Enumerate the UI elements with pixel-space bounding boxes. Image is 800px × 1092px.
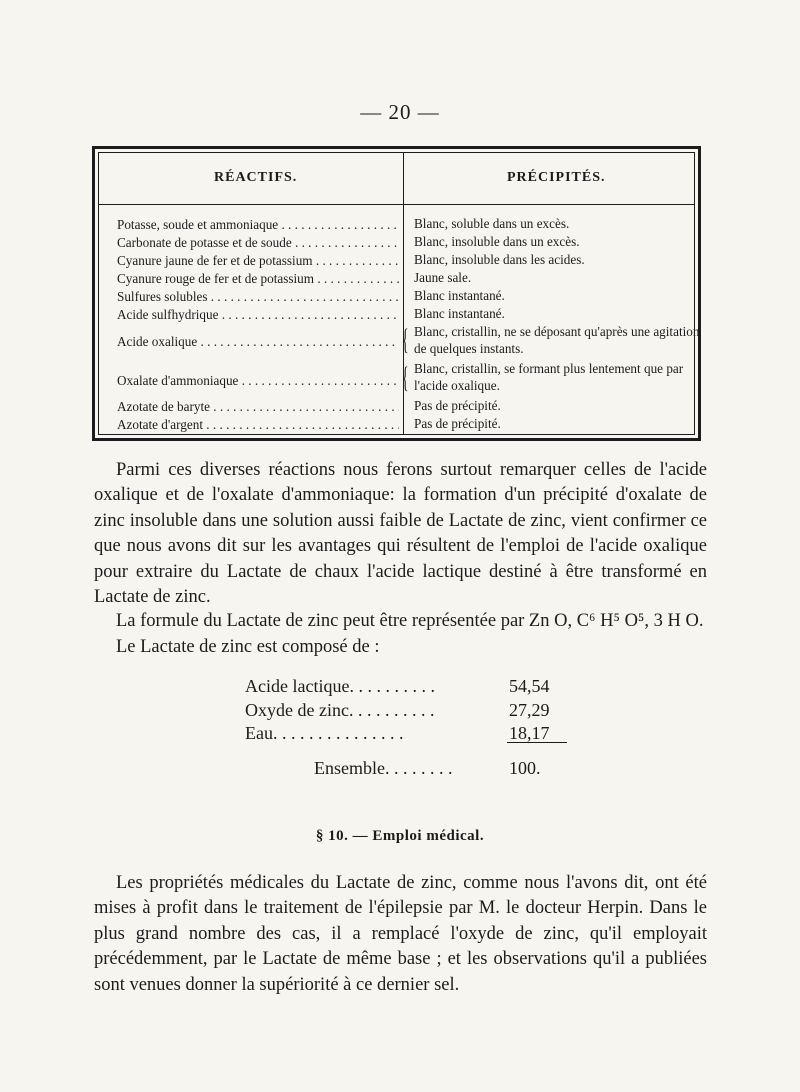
- composition-value: 27,29: [509, 700, 550, 720]
- composition-value: 54,54: [509, 676, 550, 696]
- reactif-cell: Sulfures solubles . . .: [117, 289, 399, 305]
- precipite-cell: Pas de précipité.: [414, 416, 501, 431]
- reactif-cell: Carbonate de potasse et de soude . . .: [117, 235, 399, 251]
- composition-label: Oxyde de zinc. . . . . . . . . .: [245, 700, 435, 720]
- header-reactifs: RÉACTIFS.: [214, 170, 298, 185]
- reactif-cell: Oxalate d'ammoniaque . . .: [117, 373, 399, 389]
- formula-line: La formule du Lactate de zinc peut être représentée par Zn O, C⁶ H⁵ O⁵, 3 H O.: [116, 611, 704, 631]
- precipite-cell: Jaune sale.: [414, 270, 472, 285]
- composition-intro: Le Lactate de zinc est composé de :: [116, 637, 380, 657]
- sum-rule: [507, 742, 567, 743]
- brace-icon: {: [402, 323, 409, 356]
- total-label: Ensemble. . . . . . . .: [314, 758, 453, 778]
- composition-label: Acide lactique. . . . . . . . . .: [245, 676, 435, 696]
- precipite-cell: Blanc, cristallin, ne se déposant qu'après une agitation de quelques instants.: [414, 324, 700, 356]
- section-title: § 10. — Emploi médical.: [315, 828, 485, 844]
- reagents-table: [92, 146, 701, 441]
- precipite-cell: Blanc, soluble dans un excès.: [414, 216, 570, 231]
- reactif-cell: Potasse, soude et ammoniaque . . .: [117, 217, 399, 233]
- reactif-cell: Cyanure rouge de fer et de potassium . . .: [117, 271, 399, 287]
- precipite-cell: Pas de précipité.: [414, 398, 501, 413]
- reactif-cell: Acide sulfhydrique . . .: [117, 307, 399, 323]
- reactif-cell: Cyanure jaune de fer et de potassium . . .: [117, 253, 399, 269]
- reactif-cell: Azotate de baryte . . .: [117, 399, 399, 415]
- header-precipites: PRÉCIPITÉS.: [507, 170, 606, 185]
- precipite-cell: Blanc instantané.: [414, 288, 505, 303]
- precipite-cell: Blanc, insoluble dans un excès.: [414, 234, 580, 249]
- reactif-cell: Acide oxalique . . .: [117, 334, 399, 350]
- paragraph-reactions: Parmi ces diverses réactions nous ferons surtout remarquer celles de l'acide oxalique et de l'oxalate d'ammoniaque: la formation d'un précipité d'oxalate de zinc insoluble dans une solution aussi faible de Lactate de zinc, vient confirmer ce que nous avons dit sur les avantages qui résultent de l'emploi de l'acide oxalique pour extraire du Lactate de chaux l'acide lactique destiné à être transformé en Lactate de zinc.: [94, 460, 707, 608]
- brace-icon: {: [402, 361, 409, 394]
- precipite-cell: Blanc, cristallin, se formant plus lentement que par l'acide oxalique.: [414, 361, 684, 393]
- header-rule: [99, 204, 694, 205]
- reactif-cell: Azotate d'argent . . .: [117, 417, 399, 433]
- composition-value: 18,17: [509, 723, 550, 743]
- composition-label: Eau. . . . . . . . . . . . . . .: [245, 723, 404, 743]
- total-value: 100.: [509, 758, 541, 778]
- paragraph-medical-use: Les propriétés médicales du Lactate de zinc, comme nous l'avons dit, ont été mises à profit dans le traitement de l'épilepsie par M. le docteur Herpin. Dans le plus grand nombre des cas, il a remplacé l'oxyde de zinc, qu'il employait précédemment, par le Lactate de même base ; et les observations qu'il a publiées sont venues donner la supériorité à ce dernier sel.: [94, 873, 707, 995]
- precipite-cell: Blanc, insoluble dans les acides.: [414, 252, 585, 267]
- precipite-cell: Blanc instantané.: [414, 306, 505, 321]
- page-number: — 20 —: [360, 100, 440, 124]
